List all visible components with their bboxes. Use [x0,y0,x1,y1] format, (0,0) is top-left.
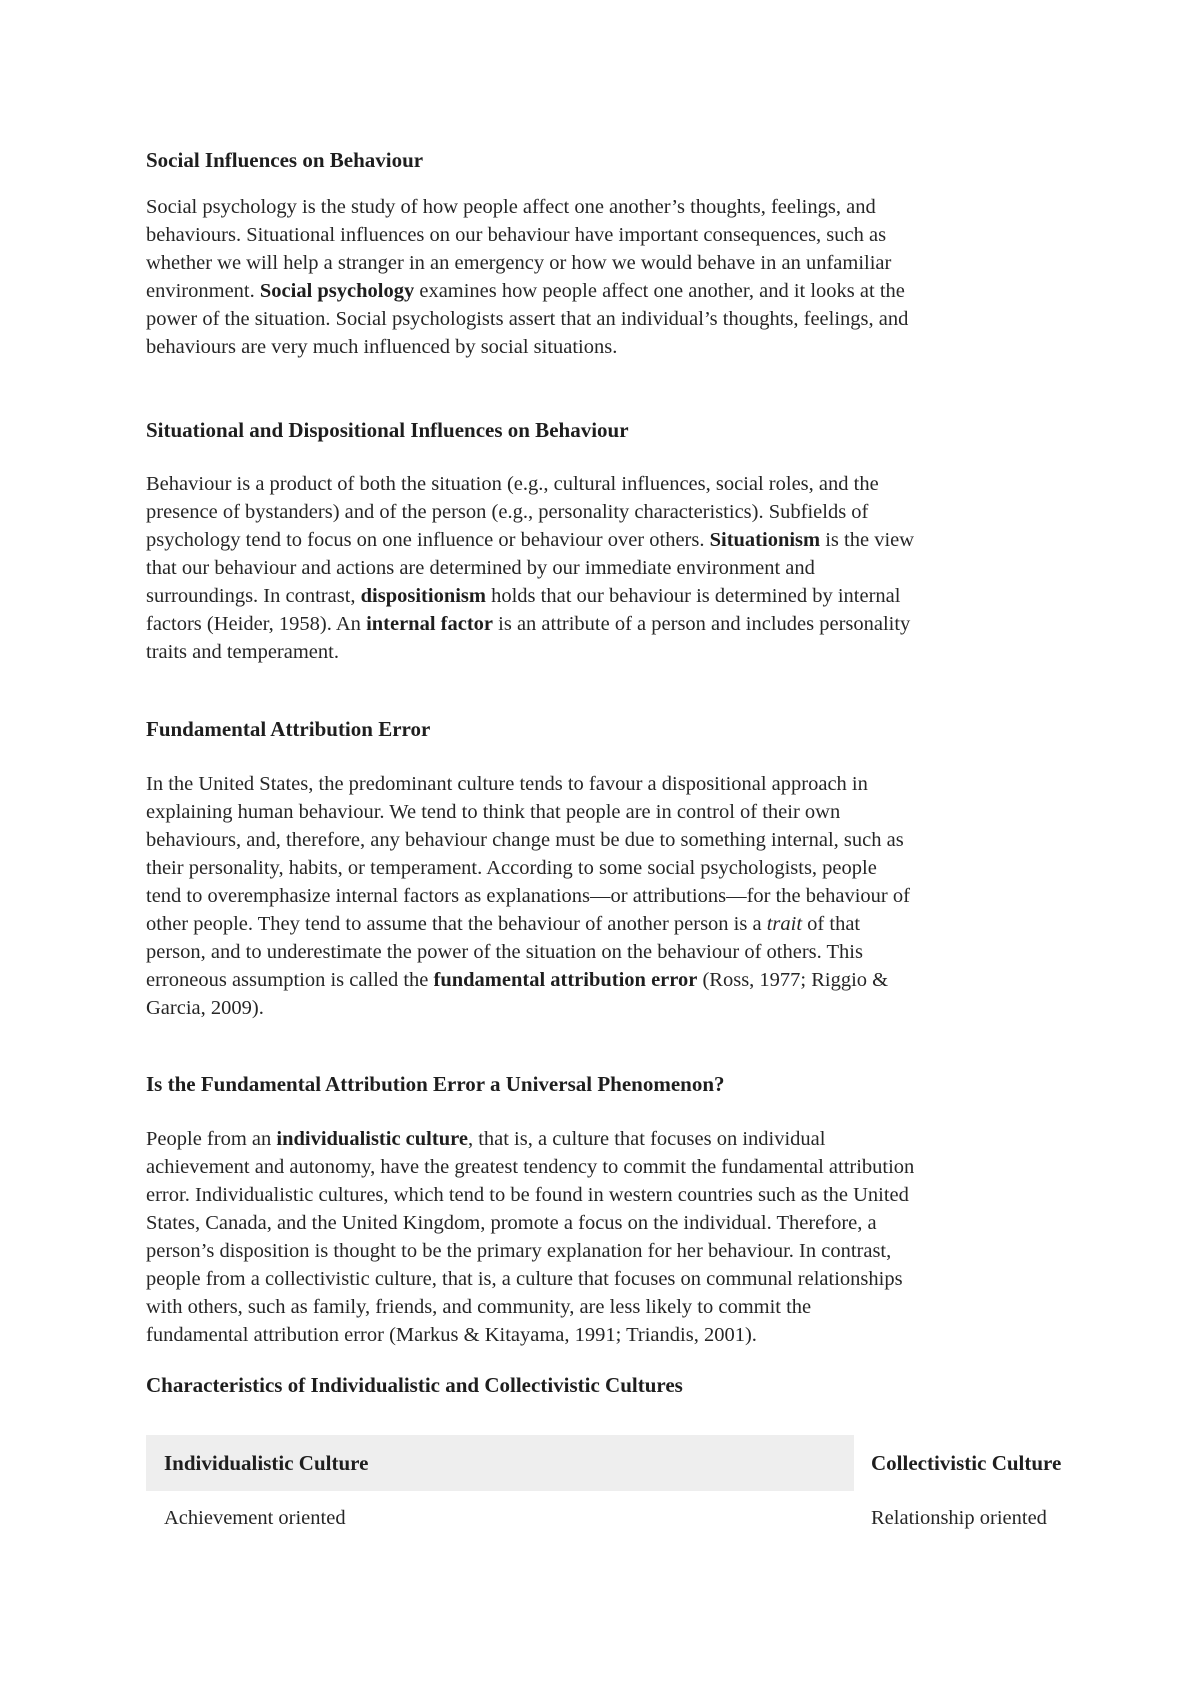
paragraph-line: whether we will help a stranger in an emergency or how we would behave in an unfamiliar [146,252,892,274]
paragraph-line: environment. Social psychology examines how people affect one another, and it looks at the [146,280,905,302]
section-paragraph [146,1125,1066,1349]
section-heading: Fundamental Attribution Error [146,717,431,741]
paragraph-line: achievement and autonomy, have the greatest tendency to commit the fundamental attribution [146,1156,915,1178]
paragraph-line: traits and temperament. [146,641,339,663]
culture-table [146,1435,1106,1529]
paragraph-line: States, Canada, and the United Kingdom, promote a focus on the individual. Therefore, a [146,1212,877,1234]
paragraph-line: presence of bystanders) and of the person (e.g., personality characteristics). Subfields of [146,501,869,523]
paragraph-line: fundamental attribution error (Markus & Kitayama, 1991; Triandis, 2001). [146,1324,757,1346]
paragraph-line: explaining human behaviour. We tend to think that people are in control of their own [146,801,841,823]
paragraph-line: error. Individualistic cultures, which tend to be found in western countries such as the United [146,1184,909,1206]
section-paragraph [146,193,1066,361]
paragraph-line: with others, such as family, friends, and community, are less likely to commit the [146,1296,812,1318]
key-term: individualistic culture [276,1128,468,1150]
paragraph-line: Social psychology is the study of how people affect one another’s thoughts, feelings, and [146,196,876,218]
paragraph-line: In the United States, the predominant culture tends to favour a dispositional approach in [146,773,868,795]
paragraph-line: behaviours are very much influenced by social situations. [146,336,618,358]
paragraph-line: their personality, habits, or temperament. According to some social psychologists, people [146,857,877,879]
paragraph-line: People from an individualistic culture, that is, a culture that focuses on individual [146,1128,826,1150]
paragraph-line: person, and to underestimate the power of the situation on the behaviour of others. This [146,941,863,963]
paragraph-line: that our behaviour and actions are determined by our immediate environment and [146,557,815,579]
key-term: Social psychology [259,280,415,302]
table-header-cell: Individualistic Culture [164,1451,369,1475]
key-term: Situationism [709,529,821,551]
table-cell: Achievement oriented [164,1507,346,1529]
paragraph-line: Behaviour is a product of both the situation (e.g., cultural influences, social roles, and the [146,473,879,495]
paragraph-line: other people. They tend to assume that the behaviour of another person is a trait of that [146,913,861,935]
table-caption: Characteristics of Individualistic and Collectivistic Cultures [146,1373,683,1397]
paragraph-line: Garcia, 2009). [146,997,264,1019]
emphasis-term: trait [766,913,803,935]
key-term: fundamental attribution error [433,969,698,991]
paragraph-line: psychology tend to focus on one influence or behaviour over others. Situationism is the view [146,529,915,551]
paragraph-line: surroundings. In contrast, dispositionism holds that our behaviour is determined by internal [146,585,901,607]
section-paragraph [146,770,1066,1022]
paragraph-line: person’s disposition is thought to be the primary explanation for her behaviour. In contrast, [146,1240,892,1262]
paragraph-line: erroneous assumption is called the fundamental attribution error (Ross, 1977; Riggio & [146,969,889,991]
paragraph-line: power of the situation. Social psychologists assert that an individual’s thoughts, feelings, and [146,308,909,330]
paragraph-line: behaviours, and, therefore, any behaviour change must be due to something internal, such as [146,829,904,851]
section-heading: Situational and Dispositional Influences on Behaviour [146,418,629,442]
paragraph-line: behaviours. Situational influences on our behaviour have important consequences, such as [146,224,887,246]
table-header-cell: Collectivistic Culture [871,1451,1062,1475]
key-term: dispositionism [360,585,486,607]
key-term: internal factor [366,613,494,635]
section-heading: Social Influences on Behaviour [146,148,424,172]
paragraph-line: factors (Heider, 1958). An internal factor is an attribute of a person and includes personality [146,613,911,635]
section-heading: Is the Fundamental Attribution Error a Universal Phenomenon? [146,1072,725,1096]
paragraph-line: people from a collectivistic culture, that is, a culture that focuses on communal relationships [146,1268,903,1290]
table-cell: Relationship oriented [871,1507,1047,1529]
paragraph-line: tend to overemphasize internal factors as explanations—or attributions—for the behaviour of [146,885,910,907]
section-paragraph [146,470,1066,666]
